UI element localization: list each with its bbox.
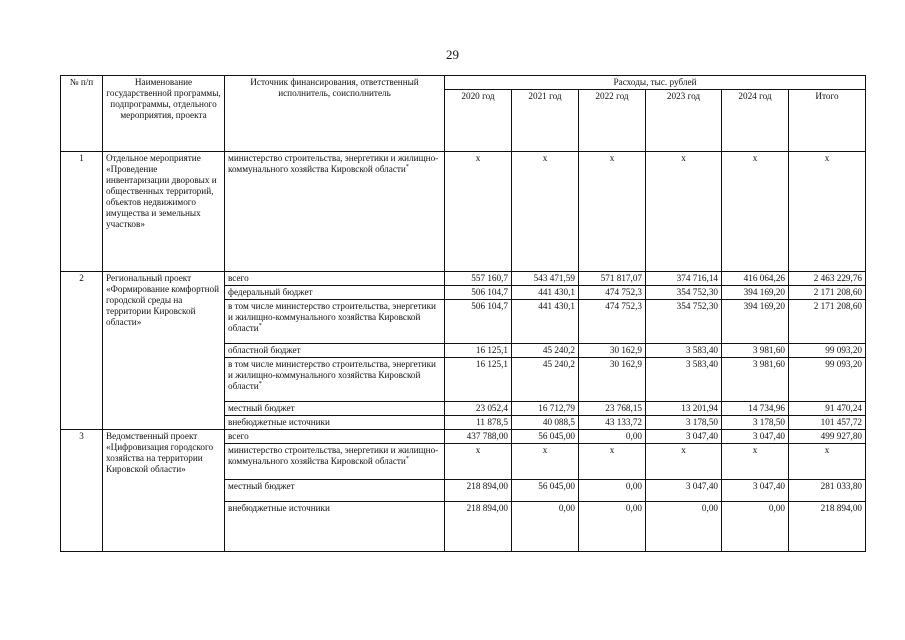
cell-value: x [646,152,722,272]
cell-value: x [789,444,866,480]
cell-value: x [445,152,512,272]
cell-value: 23 052,4 [445,402,512,416]
header-year: 2024 год [722,90,789,152]
cell-value: 218 894,00 [445,502,512,552]
cell-value: 16 125,1 [445,344,512,358]
row-source: местный бюджет [225,480,445,502]
table-row [61,152,866,272]
cell-value: 571 817,07 [579,272,646,286]
cell-value: x [445,444,512,480]
cell-value: 40 088,5 [512,416,579,430]
cell-value: 30 162,9 [579,344,646,358]
cell-value: 2 171 208,60 [789,286,866,300]
cell-value: 99 093,20 [789,344,866,358]
cell-value: 416 064,26 [722,272,789,286]
cell-value: x [512,152,579,272]
row-source: в том числе министерство строительства, энергетики и жилищно-коммунального хозяйства Кировской области* [225,300,445,344]
cell-value: 374 716,14 [646,272,722,286]
cell-value: 441 430,1 [512,300,579,344]
cell-value: 91 470,24 [789,402,866,416]
cell-value: 56 045,00 [512,480,579,502]
cell-value: 499 927,80 [789,430,866,444]
cell-value: 11 878,5 [445,416,512,430]
cell-value: 3 981,60 [722,358,789,402]
row-source: всего [225,430,445,444]
row-source: федеральный бюджет [225,286,445,300]
header-year: 2023 год [646,90,722,152]
cell-value: 474 752,3 [579,286,646,300]
cell-value: 394 169,20 [722,300,789,344]
cell-value: 3 981,60 [722,344,789,358]
row-source: областной бюджет [225,344,445,358]
cell-value: 441 430,1 [512,286,579,300]
cell-value: 218 894,00 [445,480,512,502]
cell-value: 23 768,15 [579,402,646,416]
cell-value: 101 457,72 [789,416,866,430]
cell-value: 0,00 [512,502,579,552]
row-name: Ведомственный проект «Цифровизация городского хозяйства на территории Кировской области» [103,430,225,552]
cell-value: x [722,152,789,272]
cell-value: 474 752,3 [579,300,646,344]
cell-value: 3 047,40 [646,430,722,444]
cell-value: 3 047,40 [722,480,789,502]
row-source: внебюджетные источники [225,502,445,552]
table-row [61,430,866,444]
cell-value: x [579,444,646,480]
cell-value: 3 178,50 [722,416,789,430]
cell-value: 0,00 [579,502,646,552]
row-num: 2 [61,272,103,430]
cell-value: 45 240,2 [512,344,579,358]
row-source: всего [225,272,445,286]
cell-value: 30 162,9 [579,358,646,402]
row-num: 3 [61,430,103,552]
cell-value: 0,00 [579,430,646,444]
header-year: 2020 год [445,90,512,152]
header-num: № п/п [61,76,103,152]
cell-value: 56 045,00 [512,430,579,444]
row-source: министерство строительства, энергетики и жилищно-коммунального хозяйства Кировской области* [225,152,445,272]
cell-value: 16 125,1 [445,358,512,402]
cell-value: 45 240,2 [512,358,579,402]
row-name: Отдельное мероприятие «Проведение инвентаризации дворовых и общественных территорий, объектов недвижимого имущества и земельных участков» [103,152,225,272]
header-year: 2022 год [579,90,646,152]
cell-value: 354 752,30 [646,286,722,300]
cell-value: x [579,152,646,272]
cell-value: 557 160,7 [445,272,512,286]
cell-value: 3 583,40 [646,344,722,358]
cell-value: 0,00 [579,480,646,502]
cell-value: 0,00 [722,502,789,552]
cell-value: 506 104,7 [445,286,512,300]
cell-value: x [722,444,789,480]
cell-value: 218 894,00 [789,502,866,552]
header-year: 2021 год [512,90,579,152]
header-source: Источник финансирования, ответственный исполнитель, соисполнитель [225,76,445,152]
table-row [61,272,866,286]
cell-value: 281 033,80 [789,480,866,502]
cell-value: 3 047,40 [722,430,789,444]
header-total: Итого [789,90,866,152]
page-number: 29 [446,47,459,62]
row-source: министерство строительства, энергетики и жилищно-коммунального хозяйства Кировской области* [225,444,445,480]
row-num: 1 [61,152,103,272]
cell-value: 2 171 208,60 [789,300,866,344]
header-name: Наименование государственной программы, подпрограммы, отдельного мероприятия, проекта [103,76,225,152]
cell-value: 437 788,00 [445,430,512,444]
row-source: местный бюджет [225,402,445,416]
cell-value: x [512,444,579,480]
cell-value: 543 471,59 [512,272,579,286]
cell-value: x [789,152,866,272]
cell-value: 394 169,20 [722,286,789,300]
row-source: внебюджетные источники [225,416,445,430]
cell-value: 14 734,96 [722,402,789,416]
cell-value: 2 463 229,76 [789,272,866,286]
cell-value: 354 752,30 [646,300,722,344]
budget-table [60,75,866,552]
row-name: Региональный проект «Формирование комфортной городской среды на территории Кировской области» [103,272,225,430]
cell-value: 13 201,94 [646,402,722,416]
cell-value: 3 583,40 [646,358,722,402]
cell-value: 0,00 [646,502,722,552]
cell-value: x [646,444,722,480]
cell-value: 43 133,72 [579,416,646,430]
cell-value: 3 047,40 [646,480,722,502]
cell-value: 99 093,20 [789,358,866,402]
cell-value: 16 712,79 [512,402,579,416]
cell-value: 506 104,7 [445,300,512,344]
cell-value: 3 178,50 [646,416,722,430]
row-source: в том числе министерство строительства, энергетики и жилищно-коммунального хозяйства Кировской области* [225,358,445,402]
header-expenses: Расходы, тыс. рублей [445,76,866,90]
